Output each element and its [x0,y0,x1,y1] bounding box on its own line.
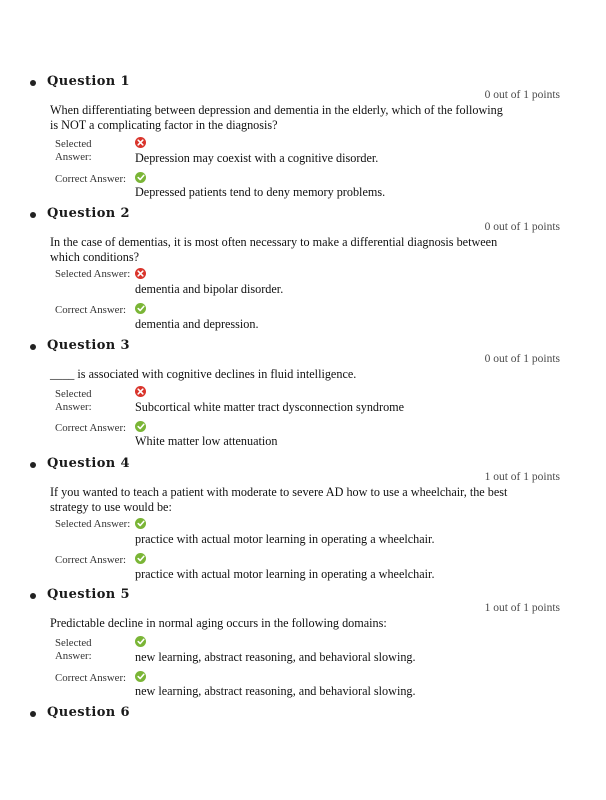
selected-answer-label: Selected Answer: [55,637,92,662]
question-text: ____ is associated with cognitive declines in fluid intelligence. [50,367,357,381]
bullet-icon [30,80,36,86]
question-title: Question 5 [47,587,131,602]
x-circle-icon [135,268,146,279]
selected-answer-text: practice with actual motor learning in operating a wheelchair. [135,532,435,546]
correct-answer-label: Correct Answer: [55,554,127,566]
selected-answer-text: Depression may coexist with a cognitive disorder. [135,151,379,165]
points-score: 0 out of 1 points [484,221,560,233]
bullet-icon [30,593,36,599]
correct-answer-text: new learning, abstract reasoning, and behavioral slowing. [135,684,416,698]
question-text: When differentiating between depression and dementia in the elderly, which of the following is NOT a complicating factor in the diagnosis? [50,103,503,132]
correct-answer-text: practice with actual motor learning in operating a wheelchair. [135,567,435,581]
check-circle-icon [135,636,146,647]
correct-answer-text: Depressed patients tend to deny memory problems. [135,185,386,199]
x-circle-icon [135,137,146,148]
question-title: Question 1 [47,74,131,89]
x-circle-icon [135,386,146,397]
selected-answer-label: Selected Answer: [55,518,131,530]
check-circle-icon [135,553,146,564]
points-score: 0 out of 1 points [484,89,560,101]
correct-answer-label: Correct Answer: [55,672,127,684]
check-circle-icon [135,671,146,682]
check-circle-icon [135,303,146,314]
correct-answer-label: Correct Answer: [55,304,127,316]
correct-answer-label: Correct Answer: [55,422,127,434]
question-text: In the case of dementias, it is most often necessary to make a differential diagnosis between which conditions? [50,235,498,264]
check-circle-icon [135,172,146,183]
question-title: Question 4 [47,456,131,471]
check-circle-icon [135,421,146,432]
selected-answer-text: new learning, abstract reasoning, and behavioral slowing. [135,650,416,664]
correct-answer-label: Correct Answer: [55,173,127,185]
selected-answer-label: Selected Answer: [55,268,131,280]
correct-answer-text: White matter low attenuation [135,434,278,448]
bullet-icon [30,711,36,717]
check-circle-icon [135,518,146,529]
bullet-icon [30,344,36,350]
bullet-icon [30,462,36,468]
question-text: Predictable decline in normal aging occurs in the following domains: [50,616,387,630]
selected-answer-text: Subcortical white matter tract dysconnection syndrome [135,400,405,414]
bullet-icon [30,212,36,218]
selected-answer-text: dementia and bipolar disorder. [135,282,284,296]
selected-answer-label: Selected Answer: [55,138,92,163]
correct-answer-text: dementia and depression. [135,317,259,331]
question-title: Question 3 [47,338,131,353]
question-text: If you wanted to teach a patient with moderate to severe AD how to use a wheelchair, the best strategy to use would be: [50,485,508,514]
points-score: 1 out of 1 points [484,602,560,614]
points-score: 1 out of 1 points [484,471,560,483]
question-title: Question 2 [47,206,131,221]
points-score: 0 out of 1 points [484,353,560,365]
selected-answer-label: Selected Answer: [55,388,92,413]
question-title: Question 6 [47,705,131,720]
